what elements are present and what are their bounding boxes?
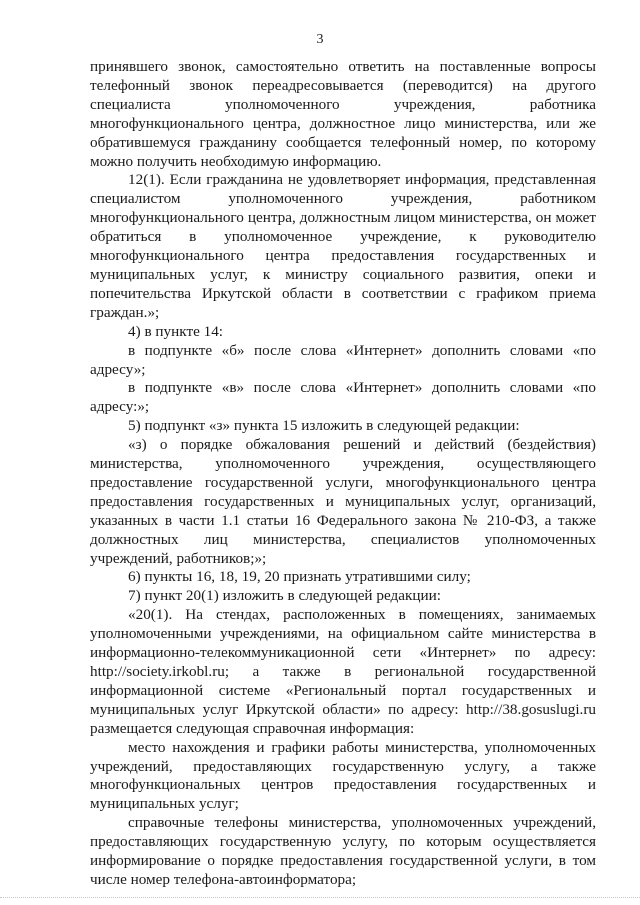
paragraph-item-6: 6) пункты 16, 18, 19, 20 признать утратившими силу; — [128, 568, 471, 586]
paragraph-item-4: 4) в пункте 14: — [128, 322, 224, 340]
paragraph-continuation: принявшего звонок, самостоятельно ответить на поставленные вопросы телефонный звонок переадресовывается (переводится) на другого специалиста уполномоченного учреждения, работника многофункционального центра, должностное лицо министерства, или же обратившемуся гражданину сообщается телефонный номер, по которому можно получить необходимую информацию. — [90, 58, 596, 170]
paragraph-reference-phones: справочные телефоны министерства, уполномоченных учреждений, предоставляющих государственную услугу, по которым осуществляется информирование о порядке предоставления государственной услуги, в том числе номер телефона-автоинформатора; — [90, 814, 596, 888]
paragraph-12-1: 12(1). Если гражданина не удовлетворяет информация, представленная специалистом уполномоченного учреждения, работником многофункционального центра, должностным лицом министерства, он может обратиться в уполномоченное учреждение, к руководителю многофункционального центра предоставления государственных и муниципальных услуг, к министру социального развития, опеки и попечительства Иркутской области в соответствии с графиком приема граждан.»; — [90, 171, 596, 321]
page-number: 3 — [316, 32, 324, 47]
paragraph-item-5: 5) подпункт «з» пункта 15 изложить в следующей редакции: — [128, 417, 520, 435]
paragraph-location-schedule: место нахождения и графики работы министерства, уполномоченных учреждений, предоставляющих государственную услугу, а также многофункциональных центров предоставления государственных и муниципальных услуг; — [90, 738, 596, 813]
paragraph-item-7: 7) пункт 20(1) изложить в следующей редакции: — [128, 587, 441, 605]
paragraph-subitem-v: в подпункте «в» после слова «Интернет» дополнить словами «по адресу:»; — [90, 379, 596, 416]
document-body — [90, 58, 596, 890]
paragraph-20-1: «20(1). На стендах, расположенных в помещениях, занимаемых уполномоченными учреждениями, на официальном сайте министерства в информационно-телекоммуникационной сети «Интернет» по адресу: http://society.irkobl.ru; а также в региональной государственной информационной системе «Региональный портал государственных и муниципальных услуг Иркутской области» по адресу: http://38.gosuslugi.ru размещается следующая справочная информация: — [90, 606, 596, 737]
paragraph-subitem-z: «з) о порядке обжалования решений и действий (бездействия) министерства, уполномоченного учреждения, осуществляющего предоставление государственной услуги, многофункционального центра предоставления государственных и муниципальных услуг, организаций, указанных в части 1.1 статьи 16 Федерального закона № 210-ФЗ, а также должностных лиц министерства, специалистов уполномоченных учреждений, работников;»; — [90, 436, 596, 567]
paragraph-subitem-b: в подпункте «б» после слова «Интернет» дополнить словами «по адресу»; — [90, 341, 596, 378]
page-bottom-divider — [0, 897, 640, 899]
